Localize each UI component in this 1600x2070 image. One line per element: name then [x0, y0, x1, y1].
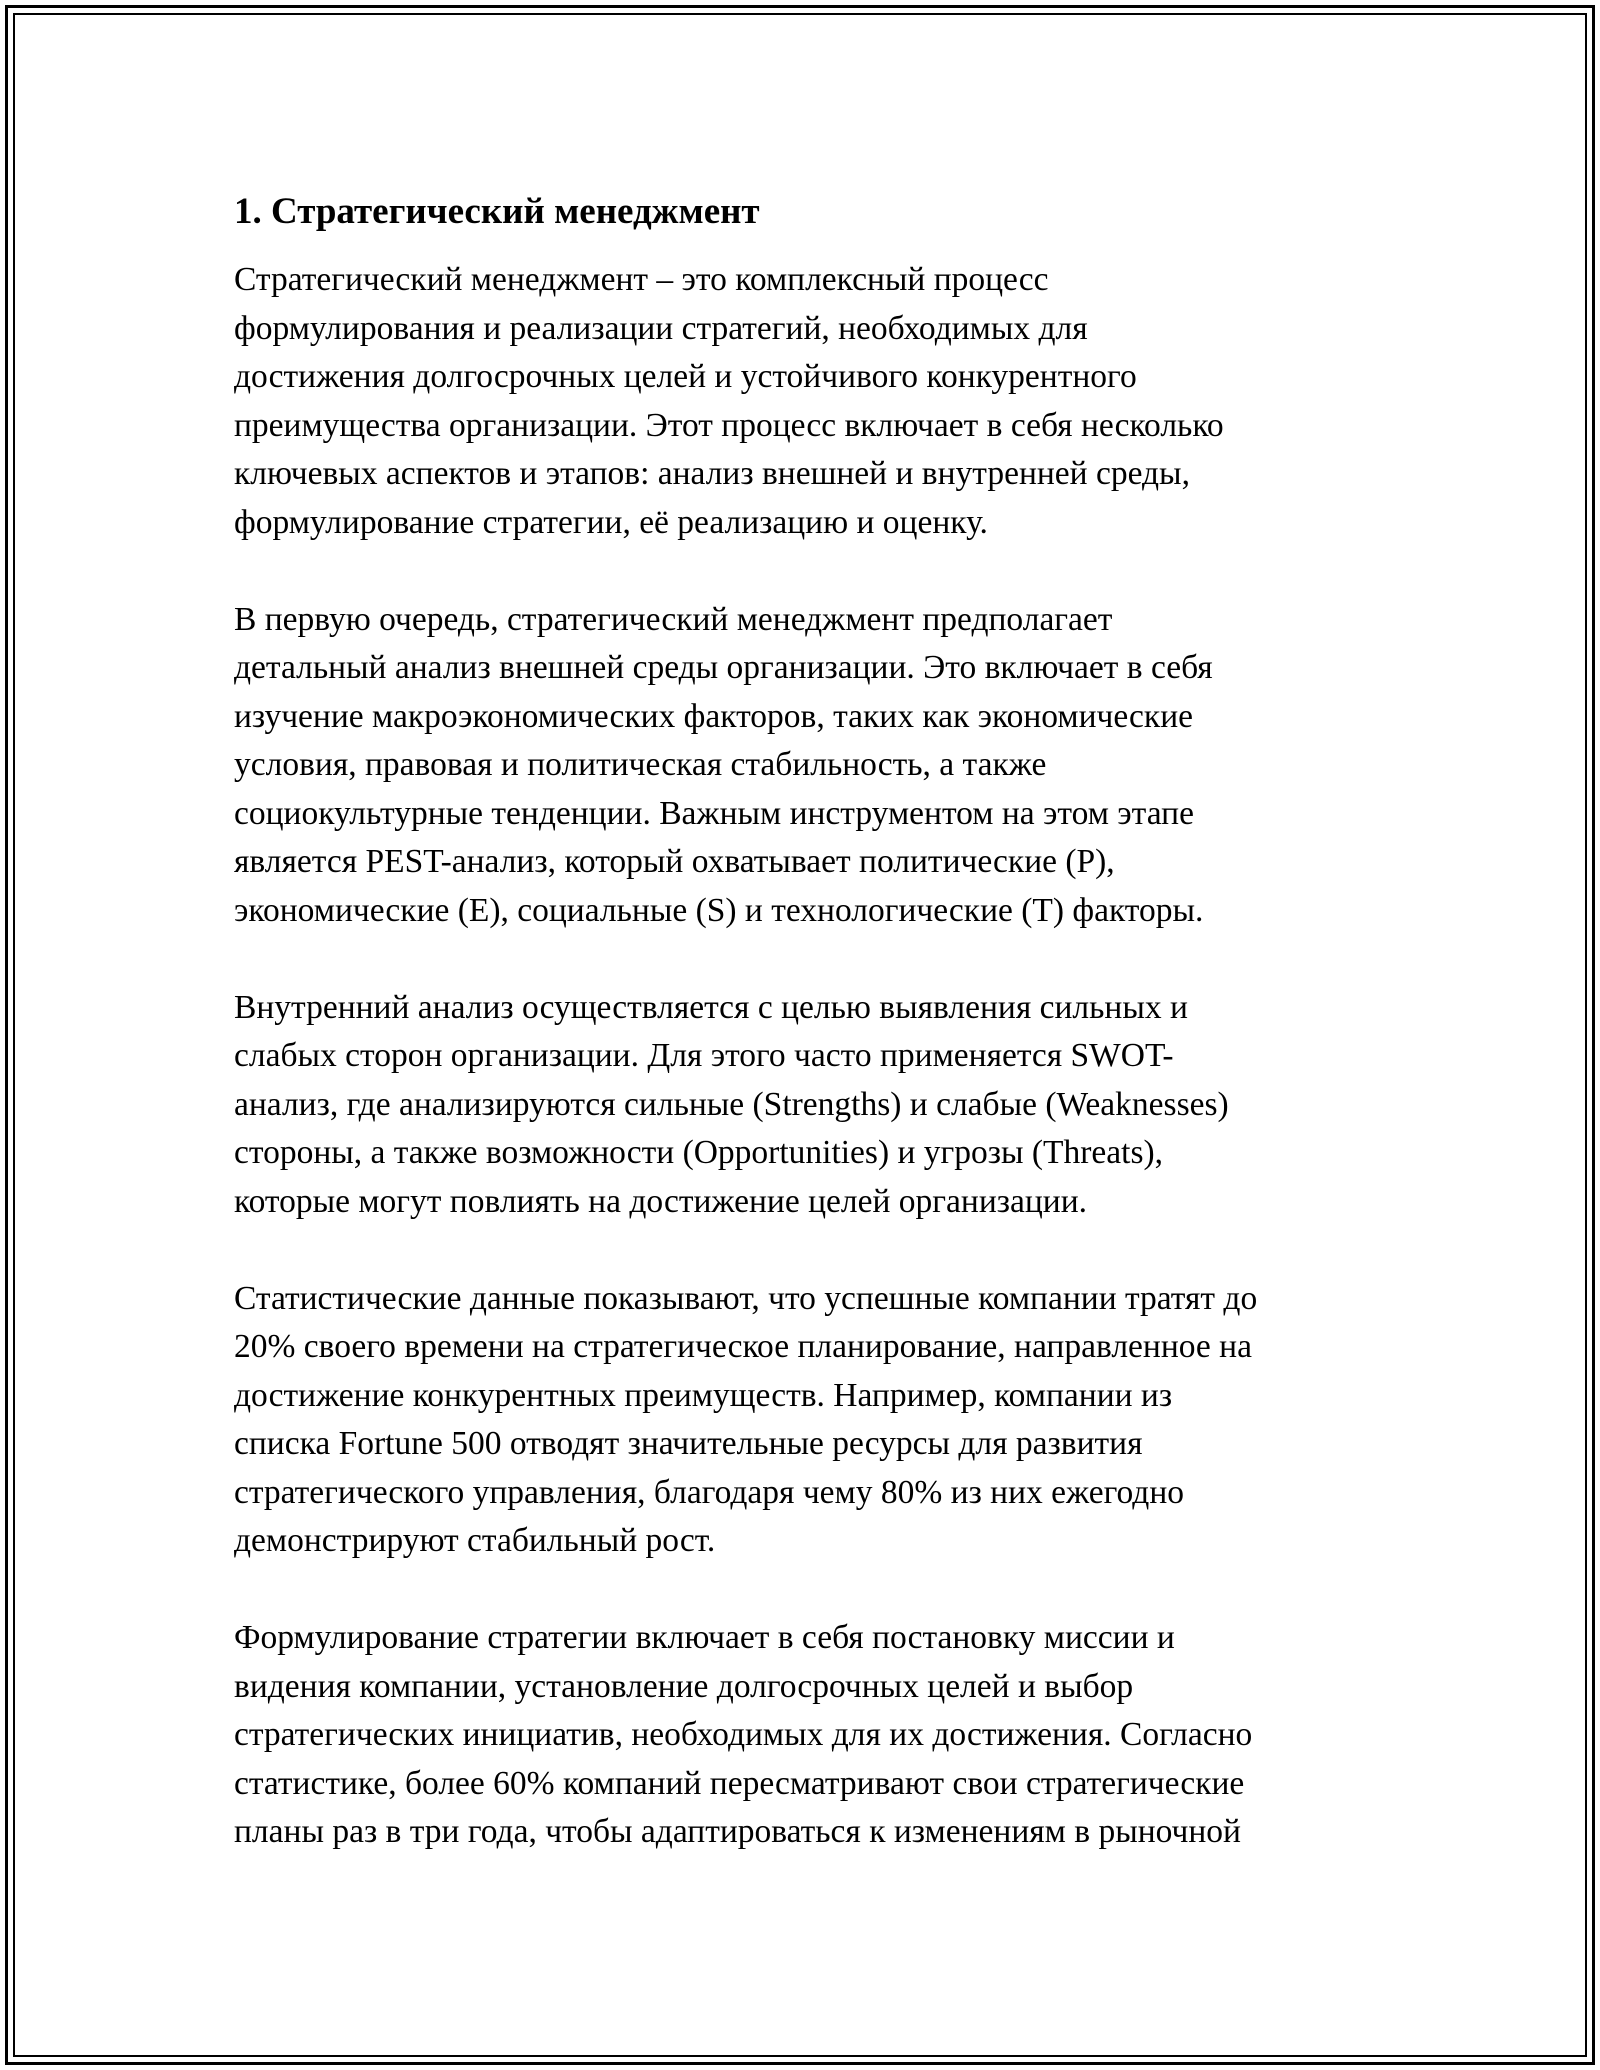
paragraph-strategy-formulation: Формулирование стратегии включает в себя постановку миссии и видения компании, установление долгосрочных целей и выбор стратегических инициатив, необходимых для их достижения. Согласно статистике, более 60% компаний пересматривают свои стратегические планы раз в три года, чтобы адаптироваться к изменениям в рыночной — [234, 1619, 1253, 1850]
paragraph-external-analysis: В первую очередь, стратегический менеджмент предполагает детальный анализ внешней среды организации. Это включает в себя изучение макроэкономических факторов, таких как экономические условия, правовая и политическая стабильность, а также социокультурные тенденции. Важным инструментом на этом этапе является PEST-анализ, который охватывает политические (P), экономические (E), социальные (S) и технологические (T) факторы. — [234, 600, 1213, 929]
paragraph-statistics: Статистические данные показывают, что успешные компании тратят до 20% своего времени на стратегическое планирование, направленное на достижение конкурентных преимуществ. Например, компании из списка Fortune 500 отводят значительные ресурсы для развития стратегического управления, благодаря чему 80% из них ежегодно демонстрируют стабильный рост. — [234, 1279, 1258, 1559]
paragraph-intro: Стратегический менеджмент – это комплексный процесс формулирования и реализации стратегий, необходимых для достижения долгосрочных целей и устойчивого конкурентного преимущества организации. Этот процесс включает в себя несколько ключевых аспектов и этапов: анализ внешней и внутренней среды, формулирование стратегии, её реализацию и оценку. — [234, 261, 1224, 541]
paragraph-internal-analysis: Внутренний анализ осуществляется с целью выявления сильных и слабых сторон организации. Для этого часто применяется SWOT- анализ, где анализируются сильные (Strengths) и слабые (Weaknesses) стороны, а также возможности (Opportunities) и угрозы (Threats), которые могут повлиять на достижение целей организации. — [234, 988, 1229, 1220]
document-page — [234, 180, 1374, 1857]
section-heading: 1. Стратегический менеджмент — [234, 191, 760, 232]
